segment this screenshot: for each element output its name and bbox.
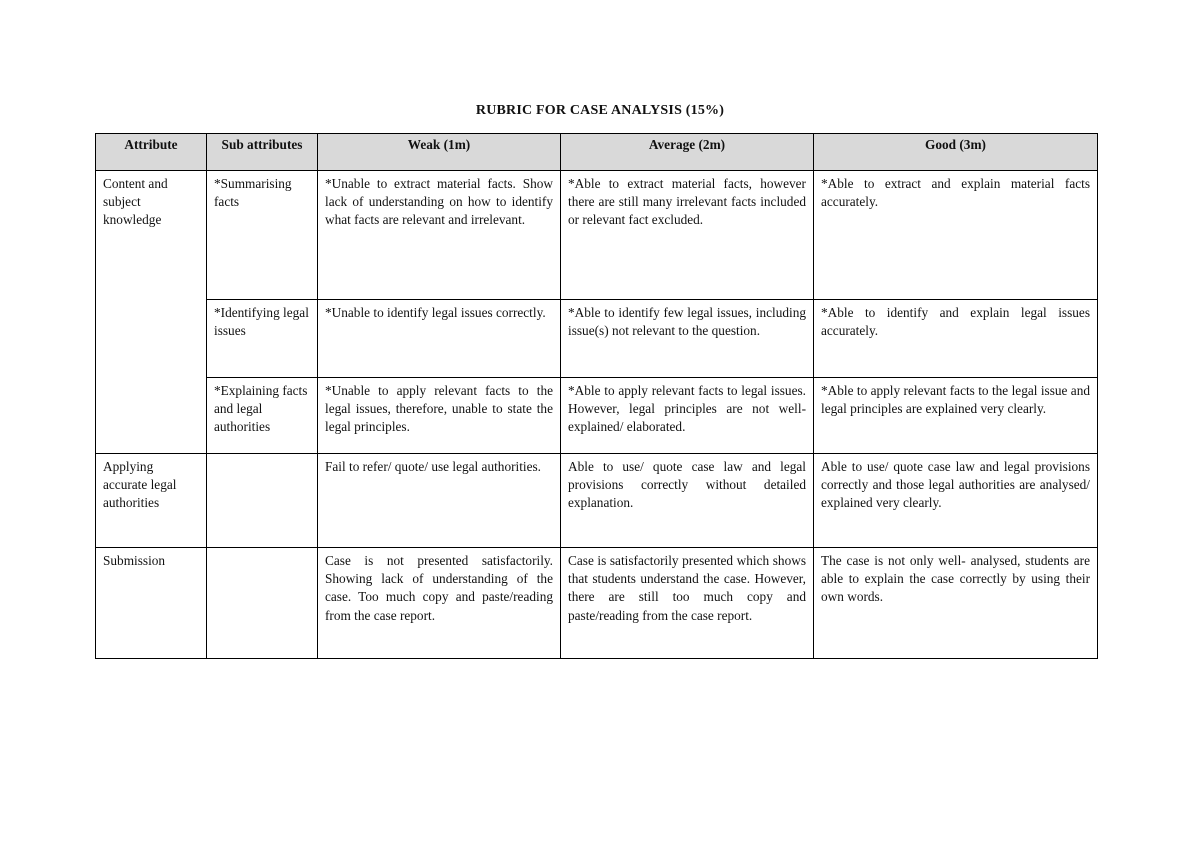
header-row xyxy=(96,134,1098,171)
attribute-cell: Content and subject knowledge xyxy=(96,171,207,454)
average-cell: *Able to apply relevant facts to legal issues. However, legal principles are not well- explained/ elaborated. xyxy=(561,378,814,454)
average-cell: *Able to identify few legal issues, including issue(s) not relevant to the question. xyxy=(561,300,814,378)
rubric-table xyxy=(95,133,1098,659)
average-cell: Case is satisfactorily presented which shows that students understand the case. However, there are still too much copy and paste/reading from the case report. xyxy=(561,548,814,659)
table-row xyxy=(96,548,1098,659)
sub-attribute-cell: *Explaining facts and legal authorities xyxy=(207,378,318,454)
table-row xyxy=(96,378,1098,454)
weak-cell: *Unable to extract material facts. Show lack of understanding on how to identify what facts are relevant and irrelevant. xyxy=(318,171,561,300)
average-cell: Able to use/ quote case law and legal provisions correctly without detailed explanation. xyxy=(561,454,814,548)
header-sub-attributes: Sub attributes xyxy=(207,134,318,171)
header-average: Average (2m) xyxy=(561,134,814,171)
sub-attribute-cell: *Identifying legal issues xyxy=(207,300,318,378)
weak-cell: Fail to refer/ quote/ use legal authorities. xyxy=(318,454,561,548)
attribute-cell: Applying accurate legal authorities xyxy=(96,454,207,548)
good-cell: The case is not only well- analysed, students are able to explain the case correctly by using their own words. xyxy=(814,548,1098,659)
sub-attribute-cell xyxy=(207,548,318,659)
weak-cell: *Unable to identify legal issues correctly. xyxy=(318,300,561,378)
page-title: RUBRIC FOR CASE ANALYSIS (15%) xyxy=(475,103,725,118)
header-attribute: Attribute xyxy=(96,134,207,171)
header-good: Good (3m) xyxy=(814,134,1098,171)
table-row xyxy=(96,171,1098,300)
good-cell: *Able to extract and explain material facts accurately. xyxy=(814,171,1098,300)
sub-attribute-cell: *Summarising facts xyxy=(207,171,318,300)
header-weak: Weak (1m) xyxy=(318,134,561,171)
sub-attribute-cell xyxy=(207,454,318,548)
weak-cell: *Unable to apply relevant facts to the legal issues, therefore, unable to state the legal principles. xyxy=(318,378,561,454)
good-cell: *Able to apply relevant facts to the legal issue and legal principles are explained very clearly. xyxy=(814,378,1098,454)
average-cell: *Able to extract material facts, however there are still many irrelevant facts included or relevant fact excluded. xyxy=(561,171,814,300)
good-cell: *Able to identify and explain legal issues accurately. xyxy=(814,300,1098,378)
attribute-cell: Submission xyxy=(96,548,207,659)
table-row xyxy=(96,300,1098,378)
good-cell: Able to use/ quote case law and legal provisions correctly and those legal authorities are analysed/ explained very clearly. xyxy=(814,454,1098,548)
weak-cell: Case is not presented satisfactorily. Showing lack of understanding of the case. Too much copy and paste/reading from the case report. xyxy=(318,548,561,659)
table-row xyxy=(96,454,1098,548)
